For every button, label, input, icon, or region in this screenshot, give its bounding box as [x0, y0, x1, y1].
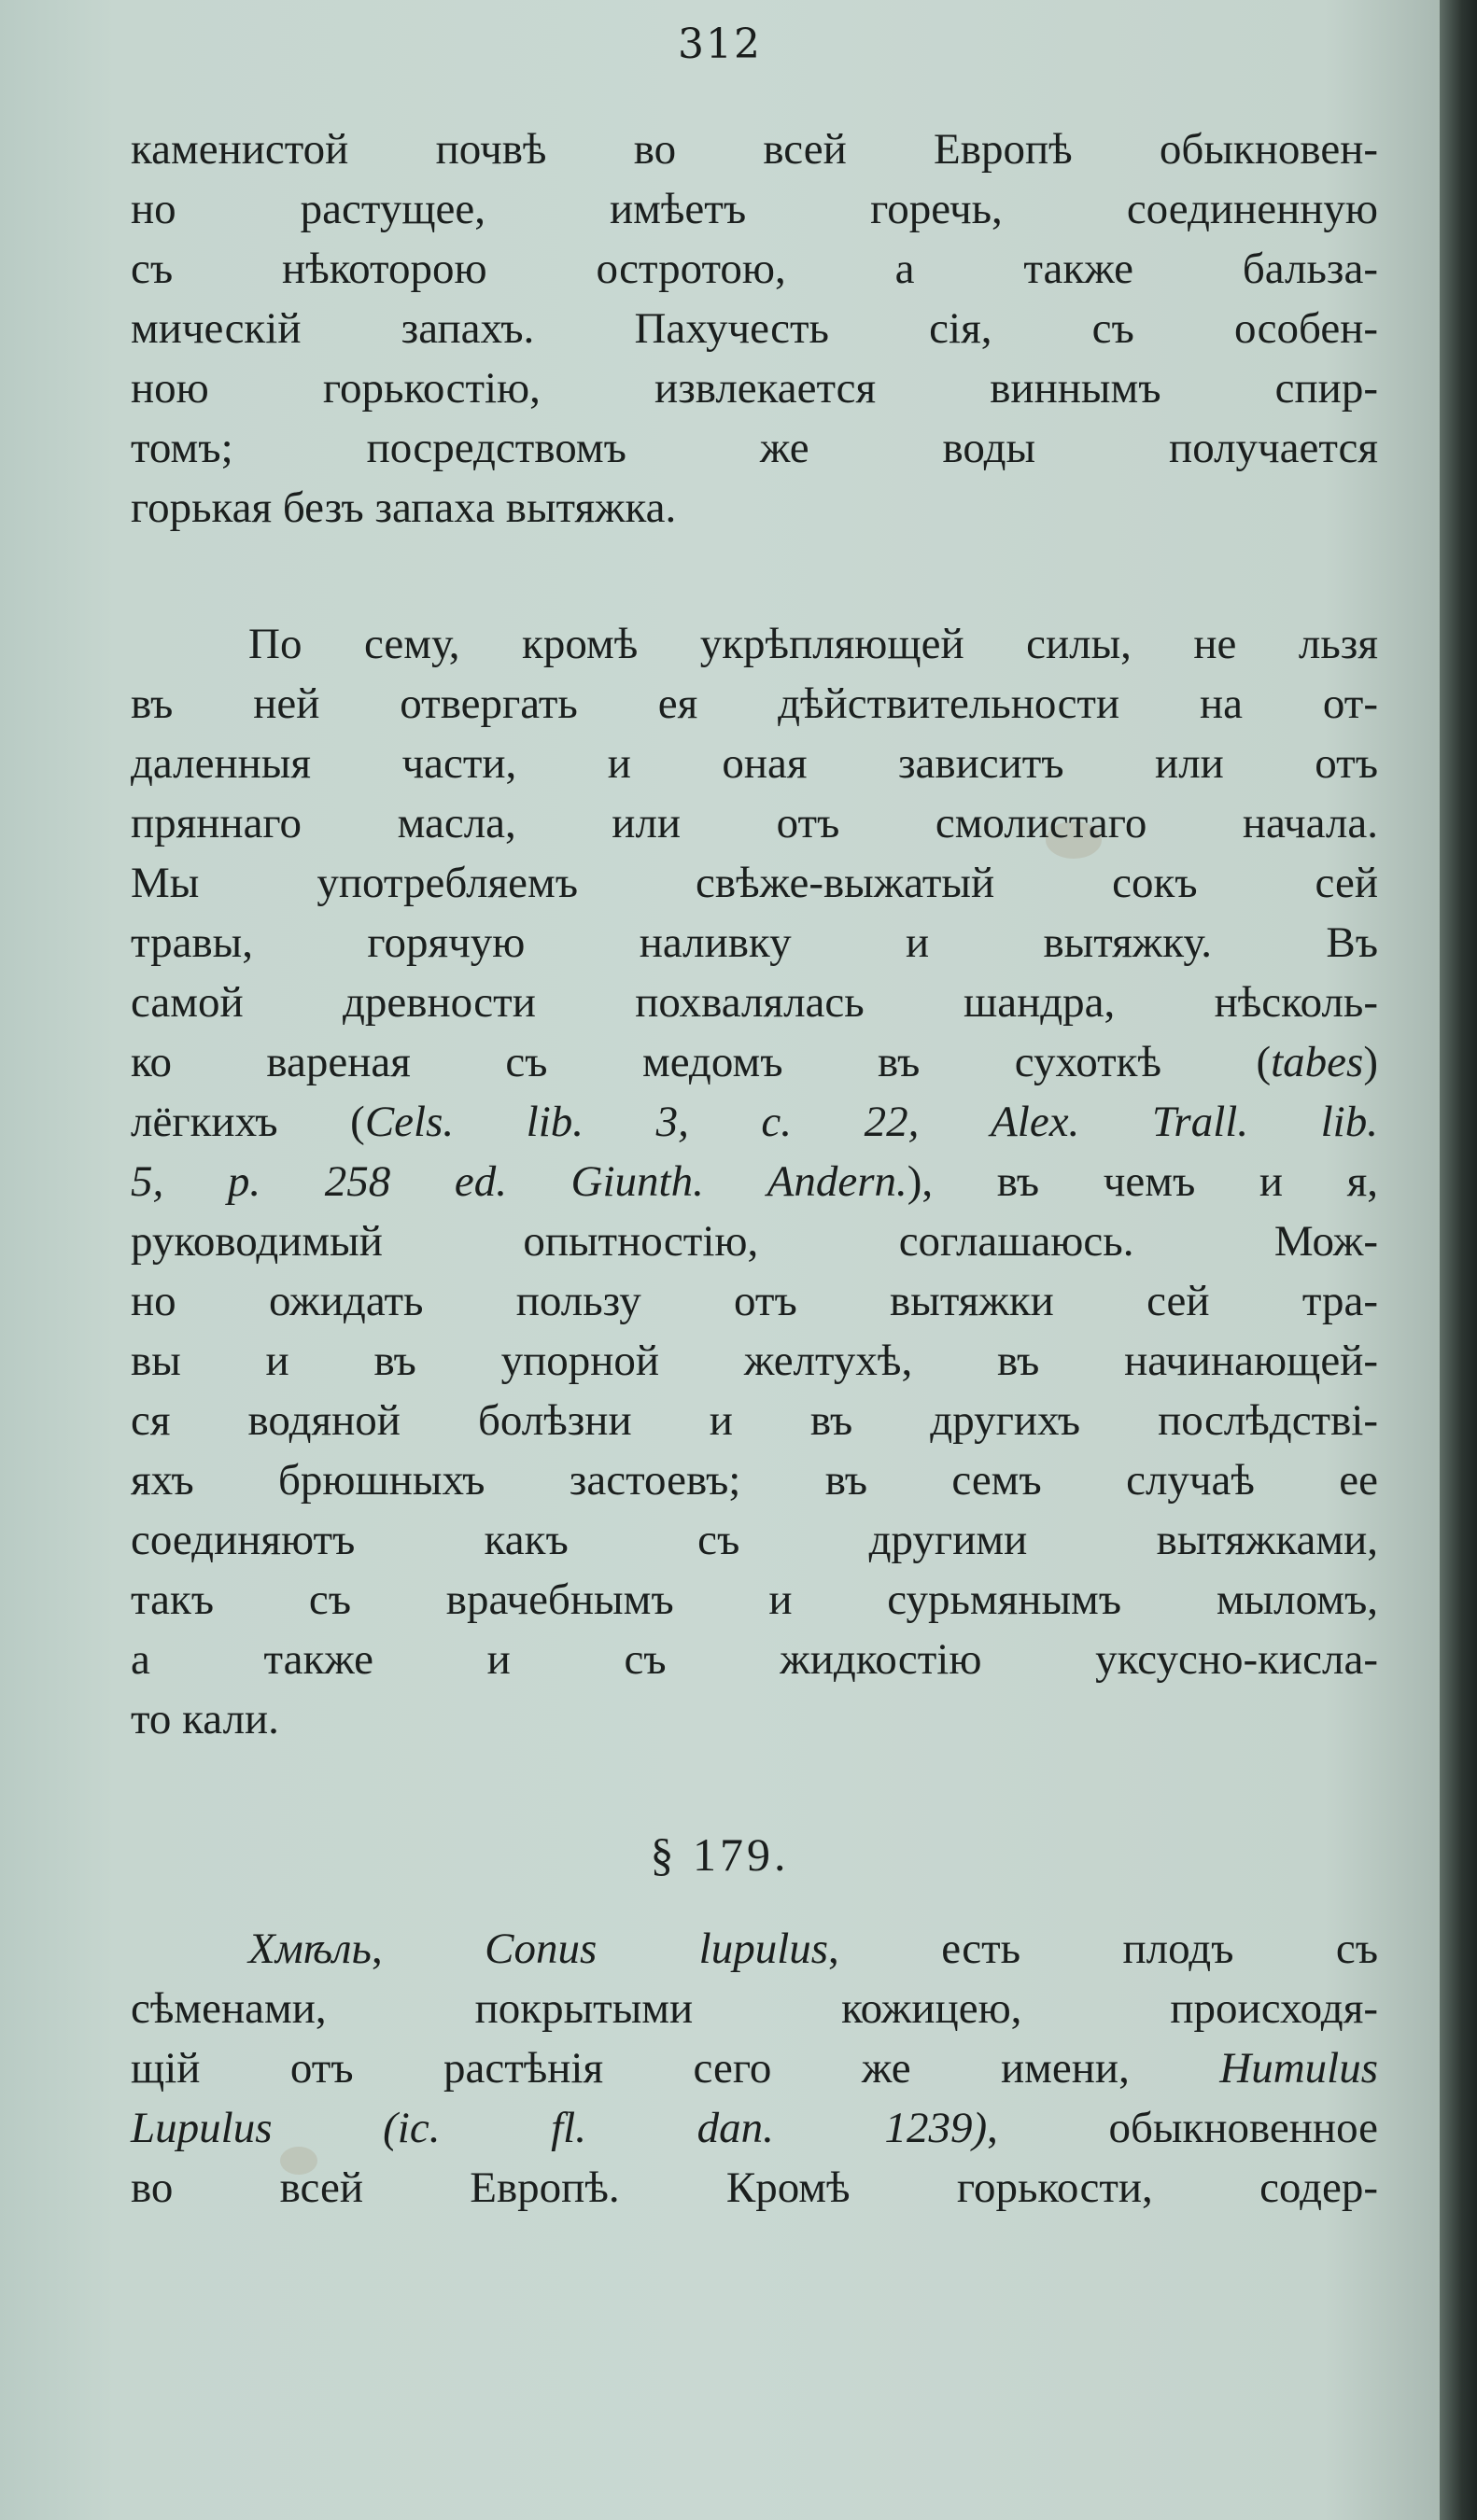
text-line: съ нѣкоторою остротою, а также бальза-: [131, 245, 1378, 293]
text-line: ною горькостію, извлекается виннымъ спир-: [131, 364, 1378, 413]
text-line: [131, 2098, 1378, 2158]
text-line: ся водяной болѣзни и въ другихъ послѣдстві-: [131, 1396, 1378, 1445]
text-fragment: , есть плодъ съ: [828, 1925, 1379, 1973]
term-heading: Хмѣль: [248, 1925, 372, 1973]
latin-term: tabes: [1271, 1038, 1364, 1086]
text-line: томъ; посредствомъ же воды получается: [131, 424, 1378, 472]
text-line: въ ней отвергать ея дѣйствительности на от-: [131, 679, 1378, 728]
text-line: соединяютъ какъ съ другими вытяжками,: [131, 1516, 1378, 1564]
citation: 5, p. 258 ed. Giunth. Andern.: [131, 1157, 907, 1206]
text-fragment: ,: [371, 1925, 485, 1973]
paragraph-usage: [131, 614, 1378, 1749]
text-line: сѣменами, покрытыми кожицею, происходя-: [131, 1984, 1378, 2033]
text-line: самой древности похвалялась шандра, нѣсколь-: [131, 978, 1378, 1027]
text-fragment: ко вареная съ медомъ въ сухоткѣ (: [131, 1038, 1272, 1086]
text-line: [131, 1032, 1378, 1092]
text-line: то кали.: [131, 1695, 279, 1743]
text-line: каменистой почвѣ во всей Европѣ обыкновен-: [131, 125, 1378, 174]
text-line: [131, 1092, 1378, 1152]
text-fragment: ), въ чемъ и я,: [907, 1157, 1378, 1206]
text-fragment: , обыкновенное: [987, 2104, 1379, 2152]
text-fragment: ): [1363, 1038, 1378, 1086]
text-line: вы и въ упорной желтухѣ, въ начинающей-: [131, 1337, 1378, 1385]
text-fragment: лёгкихъ (: [131, 1098, 365, 1146]
text-line: пряннаго масла, или отъ смолистаго начала.: [131, 799, 1378, 847]
text-line: даленныя части, и оная зависитъ или отъ: [131, 739, 1378, 788]
citation: Cels. lib. 3, c. 22, Alex. Trall. lib.: [364, 1098, 1378, 1146]
text-line: но ожидать пользу отъ вытяжки сей тра-: [131, 1277, 1378, 1325]
text-fragment: щій отъ растѣнія сего же имени,: [131, 2044, 1220, 2093]
paragraph-continuation: [131, 119, 1378, 538]
text-line: Мы употребляемъ свѣже-выжатый сокъ сей: [131, 859, 1378, 907]
text-line: По сему, кромѣ укрѣпляющей силы, не льзя: [248, 620, 1378, 668]
text-line: такъ съ врачебнымъ и сурьмянымъ мыломъ,: [131, 1575, 1378, 1624]
text-line: [131, 1152, 1378, 1211]
text-line: [131, 2038, 1378, 2098]
text-line: мическій запахъ. Пахучесть сія, съ особен-: [131, 304, 1378, 353]
latin-term: Conus lupulus: [485, 1925, 829, 1973]
book-binding-edge: [1440, 0, 1477, 2520]
text-line: [131, 1919, 1378, 1979]
text-line: горькая безъ запаха вытяжка.: [131, 483, 677, 532]
page-number: 312: [678, 21, 762, 68]
text-line: во всей Европѣ. Кромѣ горькости, содер-: [131, 2163, 1378, 2212]
paragraph-hops: [131, 1919, 1378, 2218]
latin-term: Humulus: [1219, 2044, 1378, 2093]
text-line: а также и съ жидкостію уксусно-кисла-: [131, 1635, 1378, 1684]
text-line: травы, горячую наливку и вытяжку. Въ: [131, 918, 1378, 967]
text-line: яхъ брюшныхъ застоевъ; въ семъ случаѣ ее: [131, 1456, 1378, 1505]
section-heading: § 179.: [650, 1828, 790, 1881]
text-line: руководимый опытностію, соглашаюсь. Мож-: [131, 1217, 1378, 1266]
text-line: но растущее, имѣетъ горечь, соединенную: [131, 185, 1378, 233]
latin-term: Lupulus (ic. fl. dan. 1239): [131, 2104, 988, 2152]
